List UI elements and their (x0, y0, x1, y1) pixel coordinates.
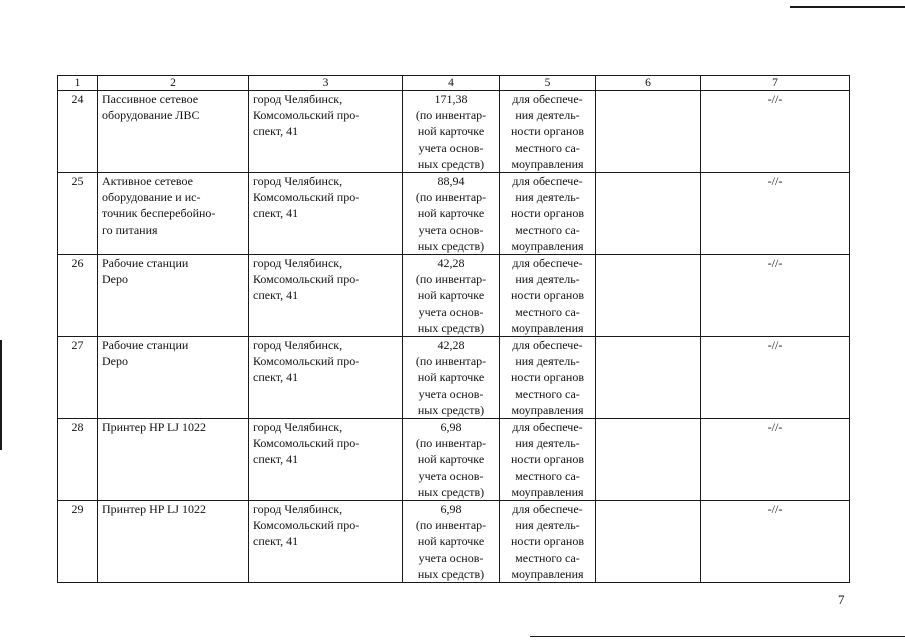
purpose-line: моуправления (511, 238, 584, 253)
table-row (58, 501, 850, 583)
column-header: 5 (500, 76, 596, 91)
table-row (58, 255, 850, 337)
purpose-line: для обеспече- (512, 92, 583, 106)
ditto-mark: -//- (701, 501, 850, 583)
address-line: Комсомольский про- (253, 272, 360, 287)
item-name-line: Пассивное сетевое (102, 92, 199, 106)
item-name-line: Принтер HP LJ 1022 (102, 502, 206, 517)
address-line: спект, 41 (253, 288, 299, 303)
value-line: ной карточке (417, 288, 485, 303)
table-row (58, 337, 850, 419)
column-header: 2 (98, 76, 249, 91)
address-line: Комсомольский про- (253, 436, 360, 451)
purpose-line: моуправления (511, 566, 584, 581)
column-6-cell (596, 91, 701, 173)
row-number: 26 (58, 255, 98, 337)
column-6-cell (596, 501, 701, 583)
purpose-line: местного са- (515, 140, 580, 155)
value-line: учета основ- (418, 222, 484, 237)
value-line: (по инвентар- (415, 108, 487, 123)
value-line: 171,38 (434, 92, 468, 106)
address-line: город Челябинск, (253, 256, 343, 271)
value-cell (403, 255, 500, 337)
purpose-cell (500, 173, 596, 255)
purpose-line: ности органов (510, 206, 585, 221)
item-name-cell (98, 337, 249, 419)
purpose-line: для обеспече- (512, 502, 583, 517)
value-line: (по инвентар- (415, 436, 487, 451)
table-row (58, 91, 850, 173)
purpose-line: ния деятель- (515, 518, 580, 533)
column-header: 6 (596, 76, 701, 91)
column-6-cell (596, 419, 701, 501)
item-name-line: Активное сетевое (102, 174, 193, 189)
address-cell (249, 173, 403, 255)
purpose-line: моуправления (511, 156, 584, 171)
value-line: учета основ- (418, 140, 484, 155)
purpose-cell (500, 91, 596, 173)
column-header: 1 (58, 76, 98, 91)
value-line: ных средств) (417, 238, 485, 253)
value-line: (по инвентар- (415, 354, 487, 369)
purpose-line: для обеспече- (512, 338, 583, 353)
value-cell (403, 91, 500, 173)
item-name-line: Рабочие станции (102, 338, 189, 353)
value-line: ных средств) (417, 566, 485, 581)
address-line: Комсомольский про- (253, 518, 360, 533)
scan-edge-line-bottom (530, 636, 905, 637)
scan-edge-line-left (0, 340, 2, 450)
row-number: 25 (58, 173, 98, 255)
item-name-line: Depo (102, 354, 128, 369)
purpose-line: ности органов (510, 534, 585, 549)
value-line: (по инвентар- (415, 272, 487, 287)
value-line: ных средств) (417, 484, 485, 499)
purpose-line: для обеспече- (512, 420, 583, 435)
purpose-line: ности органов (510, 288, 585, 303)
purpose-line: ния деятель- (515, 108, 580, 123)
value-line: ной карточке (417, 534, 485, 549)
address-line: спект, 41 (253, 452, 299, 467)
row-number: 28 (58, 419, 98, 501)
table-row (58, 173, 850, 255)
table-row (58, 419, 850, 501)
address-cell (249, 337, 403, 419)
value-line: ных средств) (417, 320, 485, 335)
purpose-cell (500, 501, 596, 583)
value-line: учета основ- (418, 468, 484, 483)
column-header: 7 (701, 76, 850, 91)
address-cell (249, 255, 403, 337)
column-6-cell (596, 173, 701, 255)
purpose-line: местного са- (515, 304, 580, 319)
item-name-line: го питания (102, 222, 158, 237)
purpose-cell (500, 337, 596, 419)
property-registry-table (57, 75, 850, 583)
address-line: город Челябинск, (253, 338, 343, 353)
purpose-cell (500, 255, 596, 337)
address-line: спект, 41 (253, 206, 299, 221)
column-number-header-row (58, 76, 850, 91)
item-name-line: Depo (102, 272, 128, 287)
value-cell (403, 173, 500, 255)
address-line: город Челябинск, (253, 174, 343, 189)
column-6-cell (596, 255, 701, 337)
purpose-cell (500, 419, 596, 501)
item-name-line: точник бесперебойно- (102, 206, 216, 221)
item-name-cell (98, 501, 249, 583)
purpose-line: местного са- (515, 468, 580, 483)
value-line: учета основ- (418, 386, 484, 401)
column-header: 4 (403, 76, 500, 91)
item-name-line: Рабочие станции (102, 256, 189, 271)
purpose-line: ности органов (510, 124, 585, 139)
row-number: 27 (58, 337, 98, 419)
address-line: город Челябинск, (253, 502, 343, 517)
purpose-line: ния деятель- (515, 436, 580, 451)
item-name-line: оборудование ЛВС (102, 108, 200, 123)
value-cell (403, 419, 500, 501)
value-line: ных средств) (417, 402, 485, 417)
column-6-cell (596, 337, 701, 419)
value-line: (по инвентар- (415, 518, 487, 533)
address-line: город Челябинск, (253, 92, 343, 106)
value-line: ной карточке (417, 370, 485, 385)
address-line: Комсомольский про- (253, 354, 360, 369)
purpose-line: ния деятель- (515, 272, 580, 287)
row-number: 29 (58, 501, 98, 583)
ditto-mark: -//- (701, 173, 850, 255)
purpose-line: местного са- (515, 550, 580, 565)
value-line: (по инвентар- (415, 190, 487, 205)
value-line: 6,98 (440, 420, 462, 435)
item-name-cell (98, 255, 249, 337)
purpose-line: моуправления (511, 320, 584, 335)
page-number: 7 (838, 592, 845, 607)
address-cell (249, 91, 403, 173)
value-line: ной карточке (417, 206, 485, 221)
value-line: ной карточке (417, 452, 485, 467)
row-number: 24 (58, 91, 98, 173)
purpose-line: местного са- (515, 386, 580, 401)
ditto-mark: -//- (701, 91, 850, 173)
purpose-line: ности органов (510, 452, 585, 467)
address-line: город Челябинск, (253, 420, 343, 435)
purpose-line: ния деятель- (515, 354, 580, 369)
value-line: 88,94 (437, 174, 465, 189)
address-line: Комсомольский про- (253, 190, 360, 205)
item-name-line: оборудование и ис- (102, 190, 201, 205)
value-cell (403, 501, 500, 583)
value-line: 42,28 (437, 256, 465, 271)
address-line: спект, 41 (253, 534, 299, 549)
column-header: 3 (249, 76, 403, 91)
item-name-line: Принтер HP LJ 1022 (102, 420, 206, 435)
value-cell (403, 337, 500, 419)
purpose-line: моуправления (511, 402, 584, 417)
value-line: 6,98 (440, 502, 462, 517)
item-name-cell (98, 173, 249, 255)
value-line: учета основ- (418, 304, 484, 319)
purpose-line: местного са- (515, 222, 580, 237)
purpose-line: ности органов (510, 370, 585, 385)
address-cell (249, 501, 403, 583)
purpose-line: моуправления (511, 484, 584, 499)
value-line: 42,28 (437, 338, 465, 353)
value-line: ной карточке (417, 124, 485, 139)
item-name-cell (98, 419, 249, 501)
ditto-mark: -//- (701, 337, 850, 419)
purpose-line: для обеспече- (512, 174, 583, 189)
address-line: спект, 41 (253, 124, 299, 139)
value-line: учета основ- (418, 550, 484, 565)
ditto-mark: -//- (701, 255, 850, 337)
address-line: спект, 41 (253, 370, 299, 385)
item-name-cell (98, 91, 249, 173)
value-line: ных средств) (417, 156, 485, 171)
address-line: Комсомольский про- (253, 108, 360, 123)
scan-edge-line-top (790, 6, 905, 8)
address-cell (249, 419, 403, 501)
purpose-line: ния деятель- (515, 190, 580, 205)
purpose-line: для обеспече- (512, 256, 583, 271)
ditto-mark: -//- (701, 419, 850, 501)
